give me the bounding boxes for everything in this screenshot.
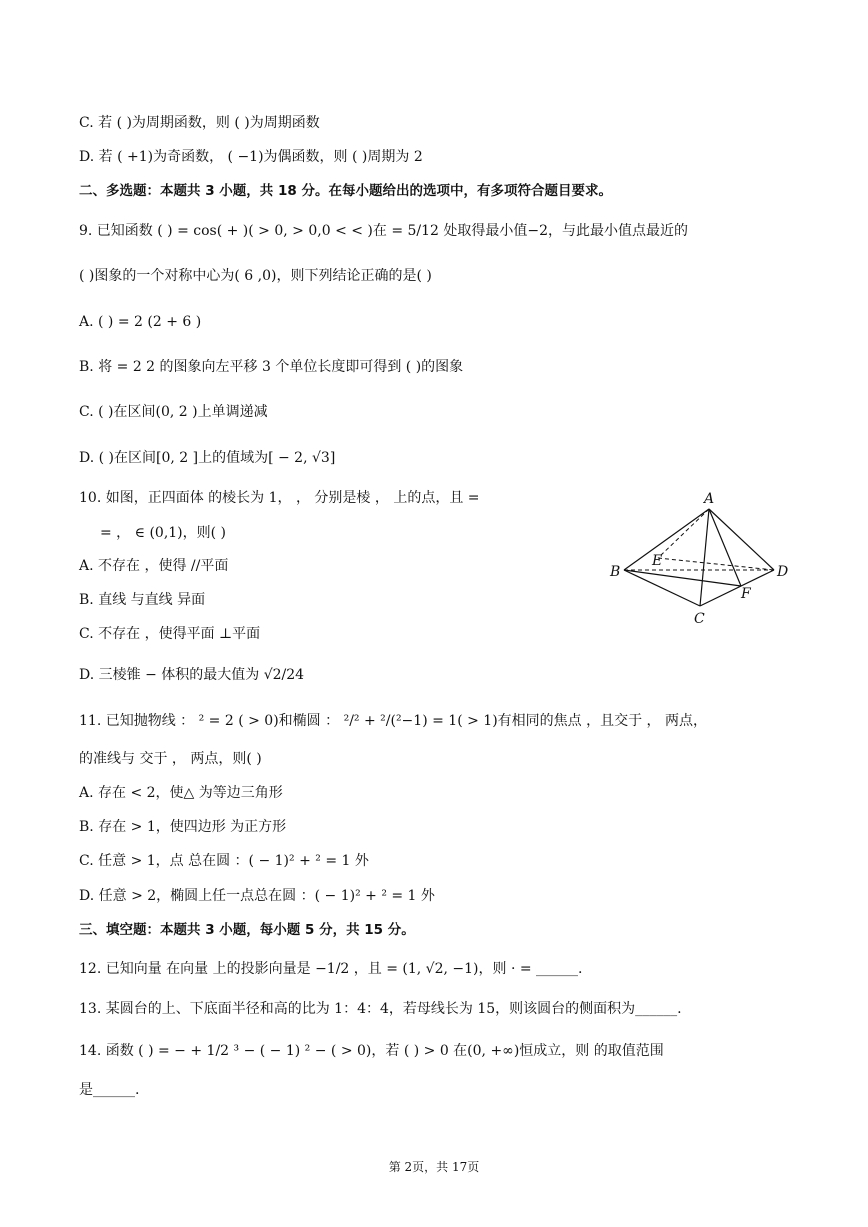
edge-ab bbox=[624, 509, 709, 570]
option-11c: C. 任意 > 1，点 总在圆 ：( − 1)² + ² = 1 外 bbox=[79, 853, 369, 869]
option-10d: D. 三棱锥 − 体积的最大值为 √2/24 bbox=[79, 667, 305, 683]
question-14: 14. 函数 ( ) = − + 1/2 ³ − ( − 1) ² − ( > 0)，若 ( ) > 0 在(0, +∞)恒成立，则 的取值范围 bbox=[79, 1043, 664, 1059]
section-multi-choice-heading: 二、多选题：本题共 3 小题，共 18 分。在每小题给出的选项中，有多项符合题目要求。 bbox=[79, 183, 612, 199]
option-11a: A. 存在 < 2，使△ 为等边三角形 bbox=[79, 785, 283, 801]
question-9-stem-cont: ( )图象的一个对称中心为( 6 ,0)，则下列结论正确的是( ) bbox=[79, 268, 432, 284]
vertex-label-b: B bbox=[610, 564, 621, 580]
edge-ac bbox=[700, 509, 709, 606]
segment-ed-hidden bbox=[658, 558, 774, 570]
point-label-e: E bbox=[652, 553, 663, 569]
option-9b: B. 将 = 2 2 的图象向左平移 3 个单位长度即可得到 ( )的图象 bbox=[79, 359, 464, 375]
option-9d: D. ( )在区间[0, 2 ]上的值域为[ − 2, √3] bbox=[79, 450, 336, 466]
question-10-stem-cont: = ， ∈ (0,1)，则( ) bbox=[100, 525, 227, 541]
question-11-stem-cont: 的准线与 交于 ， 两点，则( ) bbox=[79, 751, 262, 767]
option-10c: C. 不存在 ，使得平面 ⊥平面 bbox=[79, 626, 261, 642]
question-14-cont: 是______. bbox=[79, 1082, 140, 1098]
option-10a: A. 不存在 ，使得 //平面 bbox=[79, 558, 229, 574]
vertex-label-d: D bbox=[777, 564, 789, 580]
question-13: 13. 某圆台的上、下底面半径和高的比为 1：4：4，若母线长为 15，则该圆台的侧面积为______. bbox=[79, 1001, 682, 1017]
segment-af bbox=[709, 509, 741, 586]
page-footer: 第 2页，共 17页 bbox=[388, 1160, 480, 1174]
section-fill-blank-heading: 三、填空题：本题共 3 小题，每小题 5 分，共 15 分。 bbox=[79, 922, 415, 938]
option-8c: C. 若 ( )为周期函数，则 ( )为周期函数 bbox=[79, 115, 320, 131]
option-11d: D. 任意 > 2，椭圆上任一点总在圆 ：( − 1)² + ² = 1 外 bbox=[79, 888, 435, 904]
question-9-stem: 9. 已知函数 ( ) = cos( + )( > 0, > 0,0 < < )在 = 5/12 处取得最小值−2，与此最小值点最近的 bbox=[79, 223, 689, 239]
option-9a: A. ( ) = 2 (2 + 6 ) bbox=[79, 314, 202, 330]
question-10-stem: 10. 如图，正四面体 的棱长为 1， ， 分别是棱 ， 上的点，且 = bbox=[79, 490, 480, 506]
option-11b: B. 存在 > 1，使四边形 为正方形 bbox=[79, 819, 287, 835]
vertex-label-a: A bbox=[704, 491, 715, 507]
option-8d: D. 若 ( +1)为奇函数， ( −1)为偶函数，则 ( )周期为 2 bbox=[79, 149, 423, 165]
tetrahedron-figure bbox=[608, 488, 793, 628]
question-12: 12. 已知向量 在向量 上的投影向量是 −1/2 ，且 = (1, √2, −1)，则 · = ______. bbox=[79, 961, 583, 977]
edge-ad bbox=[709, 509, 774, 570]
option-10b: B. 直线 与直线 异面 bbox=[79, 592, 206, 608]
segment-ae-hidden bbox=[658, 509, 709, 558]
point-label-f: F bbox=[741, 586, 751, 602]
question-11-stem: 11. 已知抛物线 ： ² = 2 ( > 0)和椭圆 ： ²/² + ²/(²−1) = 1( > 1)有相同的焦点 ，且交于 ， 两点， bbox=[79, 713, 708, 729]
vertex-label-c: C bbox=[694, 611, 705, 627]
option-9c: C. ( )在区间(0, 2 )上单调递减 bbox=[79, 404, 268, 420]
